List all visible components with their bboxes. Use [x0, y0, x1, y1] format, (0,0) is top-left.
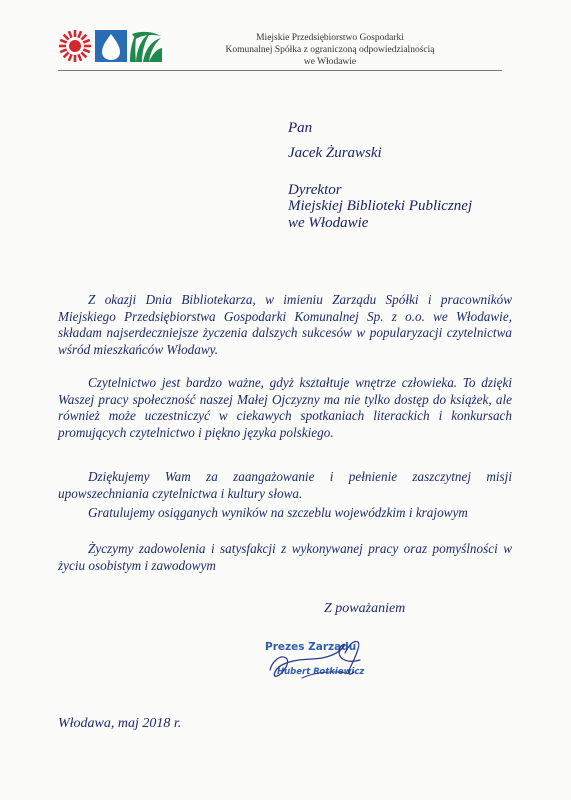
letter-paragraph-4: Gratulujemy osiąganych wyników na szczeblu wojewódzkim i krajowym: [88, 505, 468, 520]
grass-icon: [130, 32, 162, 62]
water-drop-icon: [95, 30, 127, 62]
addressee-position: Dyrektor: [288, 182, 342, 198]
place-and-date: Włodawa, maj 2018 r.: [58, 716, 182, 731]
company-name-line-3: we Włodawie: [303, 57, 357, 67]
company-logo: [58, 28, 162, 64]
addressee-salutation: Pan: [288, 120, 313, 136]
addressee-location: we Włodawie: [288, 215, 369, 231]
letter-paragraph-5: Życzymy zadowolenia i satysfakcji z wykonywanej pracy oraz pomyślności w życiu osobistym i zawodowym: [58, 541, 512, 573]
stamp-title: Prezes Zarządu: [265, 641, 357, 653]
letter-paragraph-2: Czytelnictwo jest bardzo ważne, gdyż kształtuje wnętrze człowieka. To dzięki Waszej pracy społeczność naszej Małej Ojczyzny ma nie tylko dostęp do książek, ale również może uczestniczyć w ciekawych spotkaniach literackich i konkursach promujących czytelnictwo i piękno języka polskiego.: [58, 375, 512, 440]
letter-paragraph-1: Z okazji Dnia Bibliotekarza, w imieniu Zarządu Spółki i pracowników Miejskiego Przedsiębiorstwa Gospodarki Komunalnej Sp. z o.o. we Włodawie, składam najserdeczniejsze życzenia dalszych sukcesów w popularyzacji czytelnictwa wśród mieszkańców Włodawy.: [58, 292, 512, 357]
company-name-line-1: Miejskie Przedsiębiorstwo Gospodarki: [256, 33, 404, 43]
closing-greeting: Z poważaniem: [324, 601, 406, 616]
letter-paragraph-3: Dziękujemy Wam za zaangażowanie i pełnienie zaszczytnej misji upowszechniania czytelnictwa i kultury słowa.: [58, 469, 512, 501]
sun-icon: [59, 30, 91, 62]
company-name: [200, 32, 460, 68]
addressee-institution: Miejskiej Biblioteki Publicznej: [288, 198, 473, 214]
header-rule: [58, 70, 502, 71]
company-name-line-2: Komunalnej Spółka z ograniczoną odpowiedzialnością: [225, 45, 435, 55]
handwritten-signature: [250, 628, 390, 688]
addressee-name: Jacek Żurawski: [288, 145, 382, 161]
stamp-name: Hubert Rotkiewicz: [277, 667, 365, 677]
